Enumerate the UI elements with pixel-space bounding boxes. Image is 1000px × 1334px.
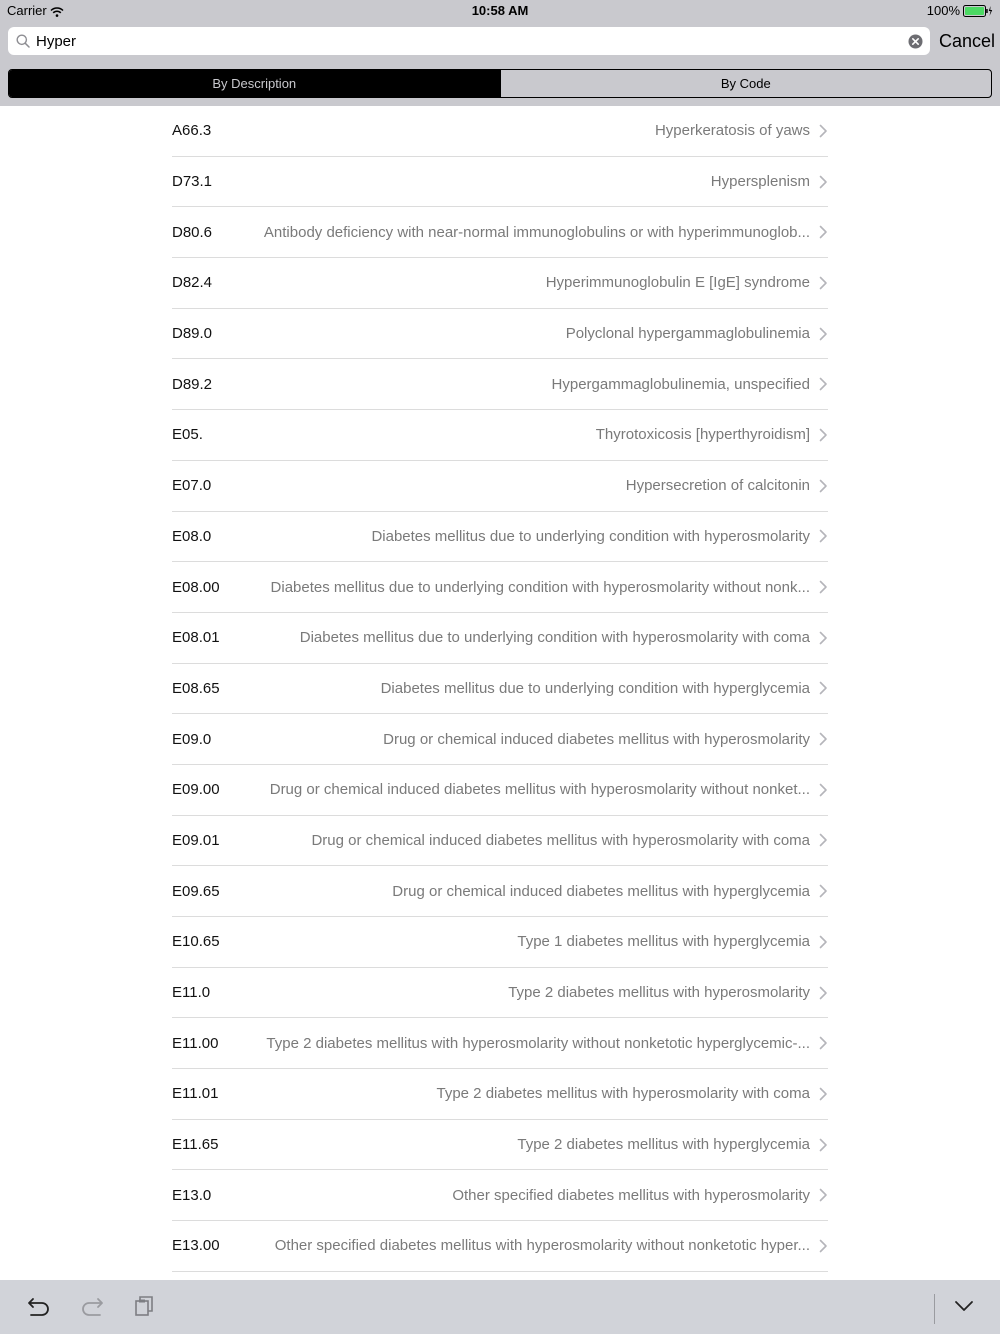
result-code: E13.0 (172, 1186, 212, 1204)
result-code: E11.65 (172, 1136, 219, 1154)
battery-icon (963, 5, 993, 20)
result-description: Diabetes mellitus due to underlying condition with hyperosmolarity (371, 527, 810, 545)
clipboard-icon (133, 1295, 155, 1322)
result-row[interactable] (172, 157, 828, 208)
result-description: Drug or chemical induced diabetes mellitus with hyperosmolarity (383, 730, 810, 748)
result-description: Polyclonal hypergammaglobulinemia (565, 325, 810, 343)
result-description: Type 2 diabetes mellitus with hyperglycemia (517, 1136, 810, 1154)
chevron-right-icon (810, 1138, 828, 1152)
result-code: E07.0 (172, 477, 212, 495)
result-row[interactable] (172, 1120, 828, 1171)
chevron-right-icon (810, 1036, 828, 1050)
result-code: A66.3 (172, 122, 212, 140)
result-code: E05. (172, 426, 203, 444)
result-description: Drug or chemical induced diabetes mellitus with hyperglycemia (392, 882, 810, 900)
result-row[interactable] (172, 562, 828, 613)
chevron-right-icon (810, 428, 828, 442)
search-scope-control (8, 69, 992, 98)
result-description: Antibody deficiency with near-normal immunoglobulins or with hyperimmunoglob... (263, 223, 810, 241)
result-code: D82.4 (172, 274, 213, 292)
result-code: E08.65 (172, 679, 220, 697)
chevron-right-icon (810, 783, 828, 797)
result-description: Other specified diabetes mellitus with hyperosmolarity without nonketotic hyper... (274, 1237, 810, 1255)
result-row[interactable] (172, 106, 828, 157)
search-icon (16, 34, 30, 53)
result-description: Type 2 diabetes mellitus with hyperosmolarity with coma (436, 1085, 810, 1103)
segment-by-code[interactable]: By Code (500, 70, 992, 97)
chevron-right-icon (810, 276, 828, 290)
search-field[interactable] (8, 27, 930, 55)
top-bar (0, 0, 1000, 106)
result-code: E09.0 (172, 730, 212, 748)
result-row[interactable] (172, 1018, 828, 1069)
result-code: D89.0 (172, 325, 213, 343)
result-row[interactable] (172, 207, 828, 258)
status-bar (0, 0, 1000, 22)
result-row[interactable] (172, 359, 828, 410)
result-row[interactable] (172, 714, 828, 765)
results-list (172, 106, 828, 1280)
result-row[interactable] (172, 1221, 828, 1272)
result-row[interactable] (172, 664, 828, 715)
result-row[interactable] (172, 1069, 828, 1120)
result-description: Drug or chemical induced diabetes mellitus with hyperosmolarity without nonket... (269, 781, 810, 799)
result-description: Drug or chemical induced diabetes mellitus with hyperosmolarity with coma (311, 831, 810, 849)
result-row[interactable] (172, 917, 828, 968)
result-code: E08.0 (172, 527, 212, 545)
search-input[interactable] (36, 30, 896, 52)
result-description: Hypergammaglobulinemia, unspecified (551, 375, 810, 393)
result-description: Hypersplenism (710, 173, 810, 191)
chevron-right-icon (810, 1087, 828, 1101)
result-description: Hyperimmunoglobulin E [IgE] syndrome (545, 274, 810, 292)
chevron-down-icon (954, 1299, 974, 1317)
result-row[interactable] (172, 613, 828, 664)
dismiss-keyboard-button[interactable] (950, 1294, 978, 1322)
chevron-right-icon (810, 884, 828, 898)
result-row[interactable] (172, 866, 828, 917)
result-code: D80.6 (172, 223, 213, 241)
redo-button[interactable] (78, 1294, 106, 1322)
result-description: Diabetes mellitus due to underlying condition with hyperglycemia (380, 679, 810, 697)
result-code: E11.00 (172, 1034, 219, 1052)
chevron-right-icon (810, 124, 828, 138)
result-code: E08.00 (172, 578, 220, 596)
result-row[interactable] (172, 461, 828, 512)
result-code: D89.2 (172, 375, 213, 393)
result-code: E11.01 (172, 1085, 219, 1103)
result-code: E10.65 (172, 933, 220, 951)
toolbar-divider (934, 1294, 935, 1324)
result-row[interactable] (172, 410, 828, 461)
chevron-right-icon (810, 833, 828, 847)
paste-button[interactable] (130, 1294, 158, 1322)
result-description: Diabetes mellitus due to underlying condition with hyperosmolarity without nonk... (270, 578, 810, 596)
redo-icon (80, 1295, 104, 1322)
result-row[interactable] (172, 765, 828, 816)
clear-search-icon[interactable] (908, 34, 923, 54)
result-description: Hyperkeratosis of yaws (654, 122, 810, 140)
result-description: Other specified diabetes mellitus with hyperosmolarity (452, 1186, 810, 1204)
chevron-right-icon (810, 935, 828, 949)
result-description: Hypersecretion of calcitonin (625, 477, 810, 495)
chevron-right-icon (810, 1239, 828, 1253)
result-description: Type 2 diabetes mellitus with hyperosmolarity without nonketotic hyperglycemic-... (266, 1034, 810, 1052)
chevron-right-icon (810, 479, 828, 493)
keyboard-shortcut-bar (0, 1280, 1000, 1334)
chevron-right-icon (810, 377, 828, 391)
status-carrier: Carrier (7, 3, 47, 18)
cancel-button[interactable]: Cancel (938, 31, 996, 51)
result-row[interactable] (172, 816, 828, 867)
result-code: E09.65 (172, 882, 220, 900)
result-row[interactable] (172, 309, 828, 360)
result-row[interactable] (172, 1170, 828, 1221)
chevron-right-icon (810, 225, 828, 239)
chevron-right-icon (810, 631, 828, 645)
chevron-right-icon (810, 327, 828, 341)
result-row[interactable] (172, 258, 828, 309)
result-description: Type 2 diabetes mellitus with hyperosmolarity (508, 984, 810, 1002)
undo-button[interactable] (25, 1294, 53, 1322)
chevron-right-icon (810, 732, 828, 746)
status-battery-percent: 100% (926, 3, 960, 18)
result-row[interactable] (172, 968, 828, 1019)
chevron-right-icon (810, 580, 828, 594)
chevron-right-icon (810, 681, 828, 695)
result-row[interactable] (172, 512, 828, 563)
undo-icon (27, 1295, 51, 1322)
result-description: Diabetes mellitus due to underlying condition with hyperosmolarity with coma (299, 629, 810, 647)
chevron-right-icon (810, 1188, 828, 1202)
result-code: E09.01 (172, 831, 220, 849)
chevron-right-icon (810, 986, 828, 1000)
chevron-right-icon (810, 175, 828, 189)
chevron-right-icon (810, 529, 828, 543)
result-code: E13.00 (172, 1237, 220, 1255)
result-code: E11.0 (172, 984, 211, 1002)
result-description: Thyrotoxicosis [hyperthyroidism] (595, 426, 810, 444)
result-description: Type 1 diabetes mellitus with hyperglycemia (517, 933, 810, 951)
result-code: E08.01 (172, 629, 220, 647)
result-code: E09.00 (172, 781, 220, 799)
status-time: 10:58 AM (471, 3, 529, 18)
result-code: D73.1 (172, 173, 213, 191)
segment-by-description[interactable]: By Description (9, 70, 500, 97)
